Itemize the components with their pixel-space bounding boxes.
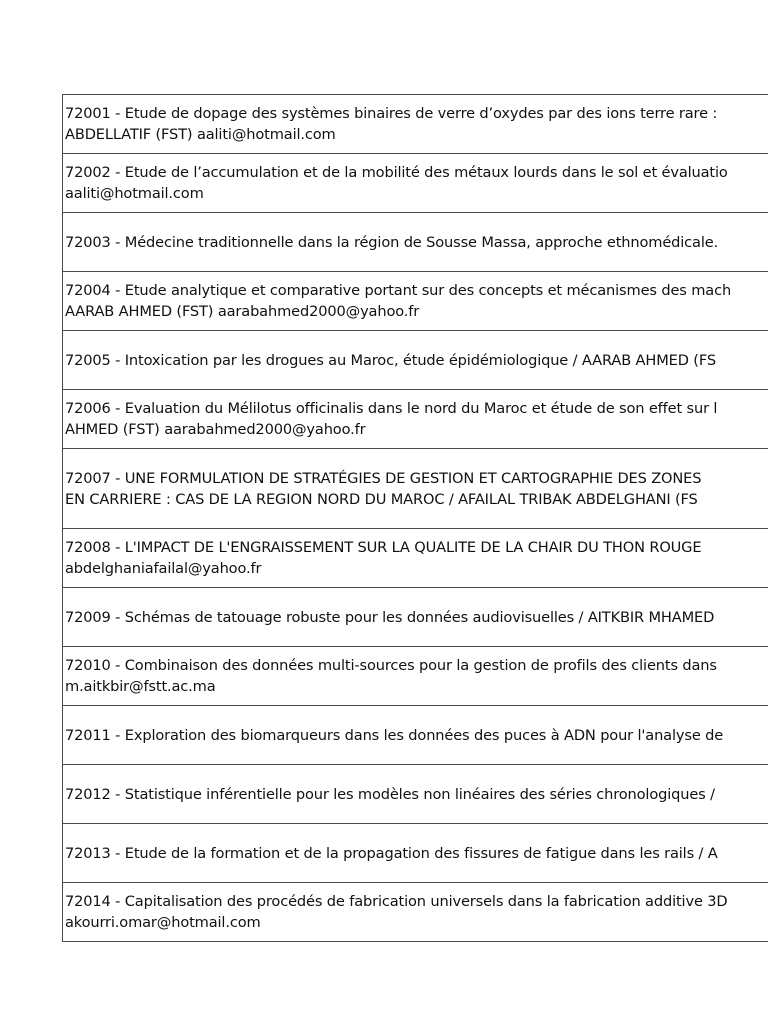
row-text-line: 72009 - Schémas de tatouage robuste pour les données audiovisuelles / AITKBIR MHAMED [65, 608, 715, 626]
row-text-line: 72012 - Statistique inférentielle pour les modèles non linéaires des séries chronologiques / [65, 785, 720, 803]
table-row [63, 765, 768, 824]
row-text-line: 72013 - Etude de la formation et de la propagation des fissures de fatigue dans les rails / A [65, 844, 718, 862]
row-text-line: 72007 - UNE FORMULATION DE STRATÉGIES DE GESTION ET CARTOGRAPHIE DES ZONES [65, 469, 702, 487]
row-text-line: m.aitkbir@fstt.ac.ma [65, 678, 216, 695]
row-text-line: 72006 - Evaluation du Mélilotus officinalis dans le nord du Maroc et étude de son effet sur l [65, 400, 718, 417]
table-row [63, 95, 768, 154]
row-text-line: 72010 - Combinaison des données multi-sources pour la gestion de profils des clients dans [65, 657, 717, 674]
row-text-line: 72003 - Médecine traditionnelle dans la région de Sousse Massa, approche ethnomédicale. [65, 233, 723, 251]
table-row [63, 154, 768, 213]
row-text-line: abdelghaniafailal@yahoo.fr [65, 560, 262, 577]
table-row [63, 588, 768, 647]
row-text-line: 72005 - Intoxication par les drogues au Maroc, étude épidémiologique / AARAB AHMED (FS [65, 351, 716, 369]
table-row [63, 883, 768, 942]
table-row [63, 272, 768, 331]
row-text-line: 72002 - Etude de l’accumulation et de la mobilité des métaux lourds dans le sol et évaluatio [65, 164, 728, 181]
row-text-line: ABDELLATIF (FST) aaliti@hotmail.com [65, 126, 336, 143]
document-table [62, 94, 768, 942]
row-text-line: akourri.omar@hotmail.com [65, 914, 261, 931]
row-text-line: AARAB AHMED (FST) aarabahmed2000@yahoo.fr [65, 303, 420, 320]
row-text-line: AHMED (FST) aarabahmed2000@yahoo.fr [65, 421, 366, 438]
row-text-line: 72011 - Exploration des biomarqueurs dans les données des puces à ADN pour l'analyse de [65, 726, 724, 744]
table-row [63, 449, 768, 529]
row-text-line: 72004 - Etude analytique et comparative portant sur des concepts et mécanismes des mach [65, 282, 732, 299]
table-row [63, 824, 768, 883]
row-text-line: 72014 - Capitalisation des procédés de fabrication universels dans la fabrication additive 3D [65, 893, 728, 910]
row-text-line: EN CARRIERE : CAS DE LA REGION NORD DU MAROC / AFAILAL TRIBAK ABDELGHANI (FS [65, 490, 698, 508]
row-text-line: aaliti@hotmail.com [65, 185, 204, 202]
table-row [63, 213, 768, 272]
table-row [63, 331, 768, 390]
row-text-line: 72008 - L'IMPACT DE L'ENGRAISSEMENT SUR LA QUALITE DE LA CHAIR DU THON ROUGE [65, 539, 702, 556]
table-row [63, 647, 768, 706]
row-text-line: 72001 - Etude de dopage des systèmes binaires de verre d’oxydes par des ions terre rare : [65, 105, 722, 122]
table-row [63, 390, 768, 449]
table-row [63, 529, 768, 588]
table-row [63, 706, 768, 765]
